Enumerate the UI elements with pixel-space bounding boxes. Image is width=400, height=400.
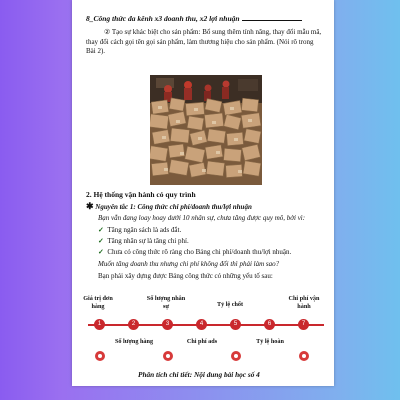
flow-label-top: Giá trị đơn hàng [83,295,113,310]
heading-8: 8_Công thức đa kênh x3 doanh thu, x2 lợi nhuận [86,14,302,24]
flow-label-bottom: Số lượng hàng [114,338,154,345]
gear-icon [299,351,309,361]
question-text: Muốn tăng doanh thu nhưng chi phí không đổi thì phải làm sao? [98,260,280,268]
check-icon: ✓ [98,237,104,245]
bullet-item: ✓ Chưa có công thức rõ ràng cho Bảng chi phí/doanh thu/lợi nhuận. [98,248,292,256]
flow-node: 2 [128,319,139,330]
people-icon [163,351,173,361]
check-icon: ✓ [98,226,104,234]
flow-label-bottom: Tỷ lệ hoàn [256,338,284,345]
flow-node: 4 [196,319,207,330]
intro-text: Bạn vẫn đang loay hoay dưới 10 nhân sự, chưa tăng được quy mô, bởi vì: [98,214,306,222]
percent-icon [231,351,241,361]
warehouse-boxes-photo [150,75,262,185]
principle-1-line: ✱ Nguyên tắc 1: Công thức chi phí/doanh thu/lợi nhuận [86,201,252,211]
requirement-text: Bạn phải xây dựng được Bảng công thức có những yếu tố sau: [98,272,273,280]
flow-node: 5 [230,319,241,330]
caption: Phân tích chi tiết: Nội dung bài học số 4 [138,370,260,379]
flow-label-top: Số lượng nhân sự [146,295,186,310]
section-2-title: 2. Hệ thống vận hành có quy trình [86,190,196,199]
value-icon [95,351,105,361]
formula-flow-diagram [72,295,334,355]
document-page [72,0,334,386]
flow-label-bottom: Chi phí ads [186,338,218,345]
star-icon: ✱ [86,201,94,211]
flow-node: 1 [94,319,105,330]
bullet-item: ✓ Tăng nhân sự là tăng chi phí. [98,237,189,245]
flow-node: 7 [298,319,309,330]
flow-node: 6 [264,319,275,330]
flow-node: 3 [162,319,173,330]
check-icon: ✓ [98,248,104,256]
bullet-item: ✓ Tăng ngân sách là ads đắt. [98,226,182,234]
flow-label-top: Tỷ lệ chốt [216,301,244,308]
flow-label-top: Chi phí vận hành [288,295,320,310]
paragraph-differentiation: ② Tạo sự khác biệt cho sản phẩm: Bổ sung thêm tính năng, thay đổi mẫu mã, thay đổi cách gọi tên gọi sản phẩm, làm thương hiệu cho sản phẩm. (Nói rõ trong Bài 2). [86,28,322,55]
